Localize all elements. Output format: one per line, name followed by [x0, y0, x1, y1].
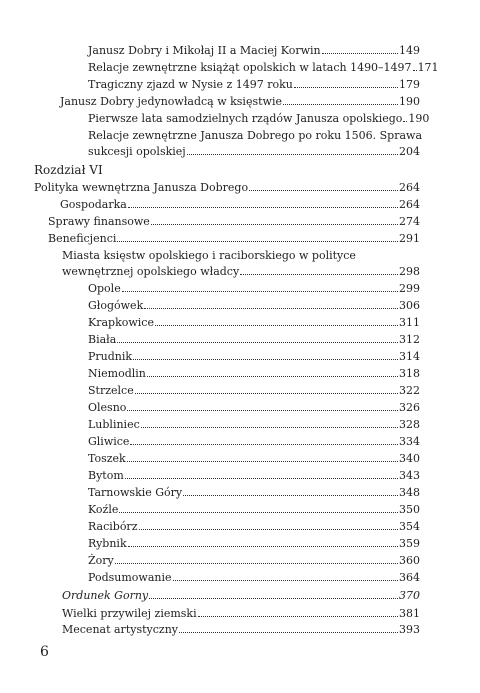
toc-entry-title: Relacje zewnętrzne Janusza Dobrego po roku 1506. Sprawa — [88, 129, 423, 142]
toc-entry-title: Gliwice — [88, 435, 130, 448]
page-number: 6 — [40, 644, 49, 660]
dot-leader — [130, 443, 398, 445]
toc-entry-title: Racibórz — [88, 520, 138, 533]
toc-entry — [88, 111, 430, 126]
toc-entry-title: Biała — [88, 333, 117, 346]
toc-entry-title: Wielki przywilej ziemski — [62, 607, 197, 620]
dot-leader — [127, 460, 398, 462]
toc-entry — [88, 128, 422, 143]
dot-leader — [128, 206, 398, 208]
toc-entry-title: Polityka wewnętrzna Janusza Dobrego — [34, 181, 249, 194]
toc-entry — [62, 248, 356, 263]
toc-entry-page: 381 — [399, 607, 420, 620]
dot-leader — [115, 562, 398, 564]
dot-leader — [133, 358, 398, 360]
toc-entry-page: 314 — [399, 350, 420, 363]
toc-entry — [88, 400, 420, 415]
toc-entry-page: 364 — [399, 571, 420, 584]
dot-leader — [117, 341, 398, 343]
toc-entry-page: 264 — [399, 198, 420, 211]
dot-leader — [240, 273, 398, 275]
dot-leader — [119, 511, 398, 513]
dot-leader — [249, 189, 398, 191]
dot-leader — [183, 494, 398, 496]
toc-entry-page: 326 — [399, 401, 420, 414]
dot-leader — [403, 120, 407, 122]
toc-entry — [62, 622, 420, 637]
toc-entry-page: 334 — [399, 435, 420, 448]
toc-entry — [48, 231, 420, 246]
toc-entry-title: sukcesji opolskiej — [88, 145, 186, 158]
dot-leader — [127, 409, 398, 411]
toc-entry — [62, 606, 420, 621]
toc-entry-title: Miasta księstw opolskiego i raciborskiego w polityce — [62, 249, 356, 262]
toc-entry-title: Tarnowskie Góry — [88, 486, 183, 499]
toc-entry-page: 190 — [408, 112, 430, 125]
chapter-heading-title: Rozdział VI — [34, 163, 103, 177]
toc-entry-page: 291 — [399, 232, 420, 245]
dot-leader — [125, 477, 398, 479]
toc-entry-page: 318 — [399, 367, 420, 380]
toc-entry — [88, 144, 420, 159]
toc-entry-title: Sprawy finansowe — [48, 215, 150, 228]
dot-leader — [187, 153, 398, 155]
toc-entry — [48, 214, 420, 229]
toc-entry-title: Głogówek — [88, 299, 144, 312]
toc-entry-title: Janusz Dobry jedynowładcą w księstwie — [60, 95, 282, 108]
toc-entry — [60, 197, 420, 212]
toc-entry-page: 393 — [399, 623, 420, 636]
toc-entry-page: 343 — [399, 469, 420, 482]
toc-entry-title: Gospodarka — [60, 198, 127, 211]
toc-entry-title: Koźle — [88, 503, 119, 516]
toc-entry-title: Toszek — [88, 452, 126, 465]
toc-entry-page: 340 — [399, 452, 420, 465]
dot-leader — [141, 426, 398, 428]
toc-entry-page: 171 — [417, 61, 439, 74]
toc-entry-title: Tragiczny zjazd w Nysie z 1497 roku — [88, 78, 293, 91]
toc-entry-page: 350 — [399, 503, 420, 516]
toc-entry — [88, 417, 420, 432]
toc-entry-title: Podsumowanie — [88, 571, 172, 584]
toc-entry-page: 299 — [399, 282, 420, 295]
toc-entry-page: 360 — [399, 554, 420, 567]
toc-entry-title: wewnętrznej opolskiego władcy — [62, 265, 240, 278]
chapter-heading — [34, 163, 103, 178]
toc-entry-page: 306 — [399, 299, 420, 312]
toc-entry-title: Bytom — [88, 469, 124, 482]
toc-entry — [88, 298, 420, 313]
dot-leader — [151, 223, 398, 225]
toc-entry-title: Niemodlin — [88, 367, 146, 380]
dot-leader — [149, 597, 398, 599]
toc-entry-page: 370 — [399, 589, 420, 602]
toc-entry — [62, 588, 420, 603]
toc-entry — [88, 451, 420, 466]
toc-entry — [88, 383, 420, 398]
toc-entry — [88, 502, 420, 517]
dot-leader — [122, 290, 398, 292]
toc-entry-page: 149 — [399, 44, 420, 57]
dot-leader — [283, 103, 398, 105]
toc-entry-title: Strzelce — [88, 384, 134, 397]
toc-entry — [60, 94, 420, 109]
dot-leader — [117, 240, 398, 242]
toc-entry-page: 348 — [399, 486, 420, 499]
toc-entry-page: 328 — [399, 418, 420, 431]
toc-entry — [88, 60, 439, 75]
dot-leader — [413, 69, 417, 71]
toc-entry-title: Olesno — [88, 401, 127, 414]
toc-entry-page: 322 — [399, 384, 420, 397]
toc-entry-title: Opole — [88, 282, 121, 295]
toc-entry — [88, 366, 420, 381]
toc-entry-page: 312 — [399, 333, 420, 346]
dot-leader — [322, 52, 398, 54]
dot-leader — [135, 392, 398, 394]
toc-entry — [88, 281, 420, 296]
toc-entry — [88, 434, 420, 449]
toc-entry — [62, 264, 420, 279]
toc-entry-title: Mecenat artystyczny — [62, 623, 178, 636]
toc-entry — [88, 485, 420, 500]
toc-entry-page: 298 — [399, 265, 420, 278]
toc-entry — [88, 468, 420, 483]
toc-entry-title: Rybnik — [88, 537, 127, 550]
toc-entry-page: 264 — [399, 181, 420, 194]
toc-entry-title: Żory — [88, 554, 114, 567]
dot-leader — [173, 579, 399, 581]
toc-entry — [34, 180, 420, 195]
toc-entry — [88, 315, 420, 330]
toc-entry-title: Relacje zewnętrzne książąt opolskich w latach 1490–1497 — [88, 61, 412, 74]
toc-entry-title: Prudnik — [88, 350, 133, 363]
dot-leader — [155, 324, 398, 326]
toc-entry-page: 274 — [399, 215, 420, 228]
dot-leader — [294, 86, 398, 88]
toc-entry-title: Janusz Dobry i Mikołaj II a Maciej Korwin — [88, 44, 321, 57]
toc-entry-title: Ordunek Gorny — [62, 589, 149, 602]
toc-entry-title: Beneficjenci — [48, 232, 117, 245]
toc-entry — [88, 349, 420, 364]
toc-entry-title: Pierwsze lata samodzielnych rządów Janusza opolskiego — [88, 112, 403, 125]
dot-leader — [144, 307, 398, 309]
dot-leader — [139, 528, 399, 530]
dot-leader — [128, 545, 398, 547]
toc-entry — [88, 519, 420, 534]
toc-entry — [88, 536, 420, 551]
toc-entry-page: 359 — [399, 537, 420, 550]
toc-entry — [88, 332, 420, 347]
toc-entry-page: 311 — [399, 316, 420, 329]
dot-leader — [179, 631, 398, 633]
dot-leader — [198, 615, 398, 617]
toc-entry — [88, 43, 420, 58]
toc-entry — [88, 570, 420, 585]
toc-entry-page: 354 — [399, 520, 420, 533]
toc-entry-title: Krapkowice — [88, 316, 154, 329]
toc-entry-page: 179 — [399, 78, 420, 91]
toc-entry-page: 204 — [399, 145, 420, 158]
toc-entry — [88, 553, 420, 568]
toc-entry — [88, 77, 420, 92]
toc-entry-title: Lubliniec — [88, 418, 140, 431]
toc-entry-page: 190 — [399, 95, 420, 108]
dot-leader — [147, 375, 398, 377]
